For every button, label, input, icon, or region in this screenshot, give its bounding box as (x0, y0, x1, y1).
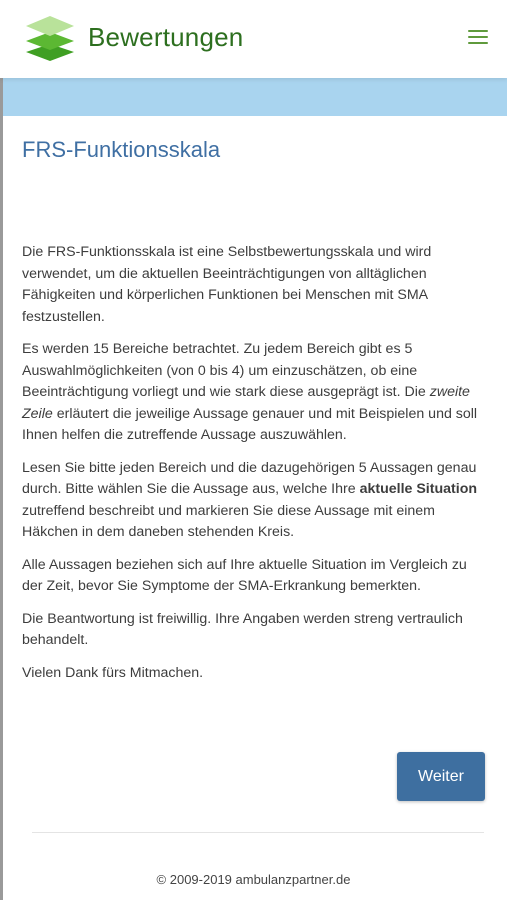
paragraph-reference (22, 555, 488, 598)
paragraph-instructions-text: Lesen Sie bitte jeden Bereich und die dazugehörigen 5 Aussagen genau durch. Bitte wählen Sie die Aussage aus, welche Ihre (22, 459, 477, 497)
emphasis-second-line: zweite Zeile (22, 384, 470, 422)
page-title: FRS-Funktionsskala (22, 137, 221, 162)
paragraph-instructions-text-end: zutreffend beschreibt und markieren Sie diese Aussage mit einem Häkchen in dem daneben stehenden Kreis. (22, 502, 435, 540)
footer-divider (32, 832, 484, 833)
paragraph-areas-text: Es werden 15 Bereiche betrachtet. Zu jedem Bereich gibt es 5 Auswahlmöglichkeiten (von 0 bis 4) um einzuschätzen, ob eine Beeinträchtigung vorliegt und wie stark diese ausgeprägt ist. Die (22, 341, 430, 400)
app-title: Bewertungen (88, 22, 244, 52)
footer-copyright: © 2009-2019 ambulanzpartner.de (156, 872, 351, 887)
intro-text (22, 242, 488, 695)
next-button[interactable]: Weiter (397, 752, 485, 801)
paragraph-instructions (22, 458, 488, 544)
paragraph-privacy (22, 609, 488, 652)
paragraph-thanks-text: Vielen Dank fürs Mitmachen. (22, 664, 204, 681)
layers-icon (22, 14, 78, 62)
paragraph-reference-text: Alle Aussagen beziehen sich auf Ihre aktuelle Situation im Vergleich zu der Zeit, bevor Sie Symptome der SMA-Erkrankung bemerkten. (22, 556, 467, 594)
paragraph-purpose-text: Die FRS-Funktionsskala ist eine Selbstbewertungsskala und wird verwendet, um die aktuellen Beeinträchtigungen von alltäglichen Fähigkeiten und körperlichen Funktionen bei Menschen mit SMA festzustellen. (22, 244, 432, 325)
paragraph-areas-text-end: erläutert die jeweilige Aussage genauer und mit Beispielen und soll Ihnen helfen die zutreffende Aussage auszuwählen. (22, 405, 478, 443)
app-header (0, 0, 507, 78)
paragraph-areas (22, 339, 488, 447)
paragraph-purpose (22, 242, 488, 328)
header-band (0, 78, 507, 116)
paragraph-privacy-text: Die Beantwortung ist freiwillig. Ihre Angaben werden streng vertraulich behandelt. (22, 610, 463, 648)
emphasis-current-situation: aktuelle Situation (359, 481, 478, 497)
hamburger-menu-icon[interactable] (468, 30, 488, 46)
paragraph-thanks (22, 663, 488, 685)
